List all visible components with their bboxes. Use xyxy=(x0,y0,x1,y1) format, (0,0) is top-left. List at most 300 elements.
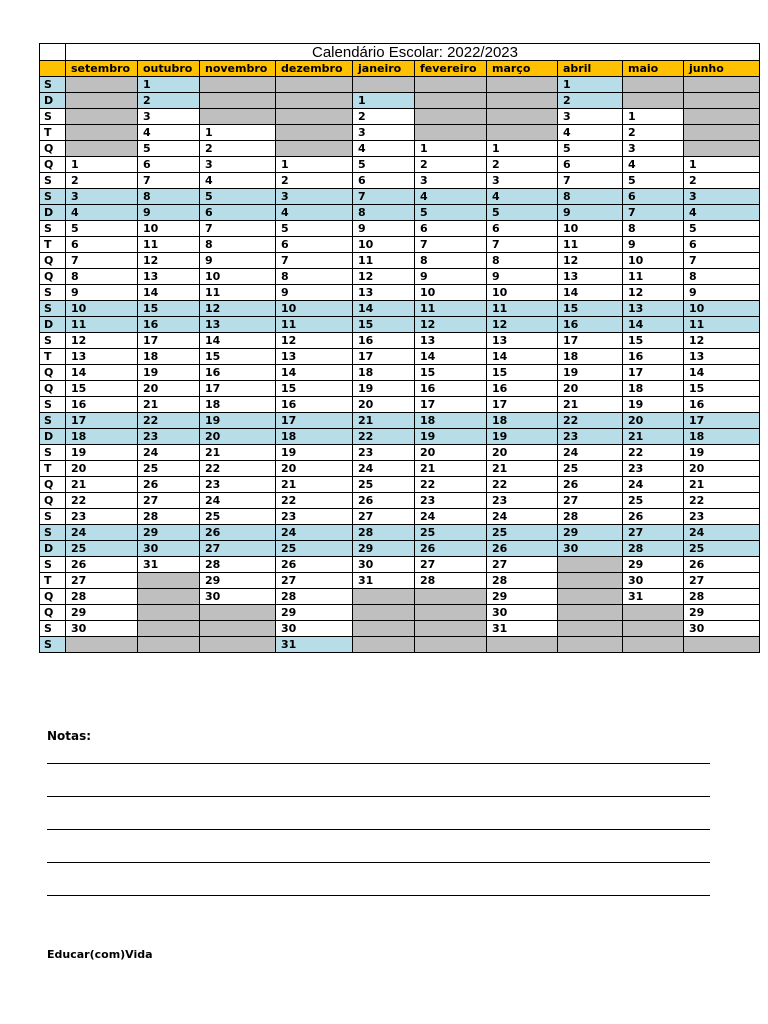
date-cell: 31 xyxy=(487,621,558,637)
date-cell: 4 xyxy=(353,141,415,157)
date-cell xyxy=(558,573,623,589)
date-cell: 26 xyxy=(487,541,558,557)
date-cell: 19 xyxy=(66,445,138,461)
date-cell xyxy=(415,125,487,141)
date-cell: 8 xyxy=(415,253,487,269)
calendar-row xyxy=(40,413,760,429)
date-cell: 16 xyxy=(684,397,760,413)
weekday-letter: D xyxy=(40,205,66,221)
date-cell xyxy=(415,77,487,93)
date-cell: 28 xyxy=(415,573,487,589)
date-cell: 9 xyxy=(623,237,684,253)
date-cell: 16 xyxy=(487,381,558,397)
date-cell: 3 xyxy=(138,109,200,125)
calendar-row xyxy=(40,381,760,397)
date-cell xyxy=(66,141,138,157)
date-cell: 24 xyxy=(66,525,138,541)
footer-credit: Educar(com)Vida xyxy=(47,948,153,961)
date-cell: 5 xyxy=(276,221,353,237)
date-cell: 7 xyxy=(558,173,623,189)
date-cell: 12 xyxy=(66,333,138,349)
weekday-letter: S xyxy=(40,77,66,93)
calendar-row xyxy=(40,173,760,189)
date-cell: 31 xyxy=(623,589,684,605)
month-header-janeiro: janeiro xyxy=(353,61,415,77)
date-cell: 18 xyxy=(623,381,684,397)
weekday-letter: Q xyxy=(40,365,66,381)
date-cell: 19 xyxy=(623,397,684,413)
date-cell: 10 xyxy=(684,301,760,317)
date-cell: 4 xyxy=(558,125,623,141)
date-cell: 18 xyxy=(415,413,487,429)
date-cell: 9 xyxy=(353,221,415,237)
calendar-row xyxy=(40,509,760,525)
date-cell xyxy=(415,637,487,653)
date-cell: 23 xyxy=(200,477,276,493)
weekday-letter: T xyxy=(40,461,66,477)
date-cell: 4 xyxy=(200,173,276,189)
date-cell: 9 xyxy=(138,205,200,221)
date-cell: 13 xyxy=(415,333,487,349)
date-cell: 23 xyxy=(487,493,558,509)
date-cell: 19 xyxy=(138,365,200,381)
note-line xyxy=(47,763,710,764)
date-cell: 23 xyxy=(623,461,684,477)
date-cell: 3 xyxy=(558,109,623,125)
date-cell: 8 xyxy=(276,269,353,285)
date-cell: 5 xyxy=(353,157,415,173)
weekday-letter: S xyxy=(40,221,66,237)
date-cell: 12 xyxy=(138,253,200,269)
date-cell: 13 xyxy=(353,285,415,301)
date-cell: 19 xyxy=(200,413,276,429)
date-cell xyxy=(623,93,684,109)
date-cell xyxy=(200,637,276,653)
date-cell: 13 xyxy=(684,349,760,365)
date-cell: 3 xyxy=(684,189,760,205)
calendar-row xyxy=(40,189,760,205)
date-cell: 22 xyxy=(138,413,200,429)
date-cell xyxy=(353,605,415,621)
date-cell: 17 xyxy=(415,397,487,413)
date-cell xyxy=(200,93,276,109)
date-cell xyxy=(353,621,415,637)
date-cell xyxy=(353,77,415,93)
date-cell: 30 xyxy=(276,621,353,637)
date-cell: 28 xyxy=(200,557,276,573)
date-cell xyxy=(353,637,415,653)
calendar-row xyxy=(40,285,760,301)
date-cell: 15 xyxy=(558,301,623,317)
date-cell: 22 xyxy=(558,413,623,429)
date-cell: 5 xyxy=(66,221,138,237)
date-cell: 20 xyxy=(415,445,487,461)
date-cell: 8 xyxy=(138,189,200,205)
date-cell xyxy=(276,77,353,93)
date-cell: 19 xyxy=(353,381,415,397)
date-cell: 16 xyxy=(623,349,684,365)
date-cell: 13 xyxy=(200,317,276,333)
date-cell: 31 xyxy=(138,557,200,573)
date-cell: 28 xyxy=(487,573,558,589)
calendar-row xyxy=(40,637,760,653)
calendar-row xyxy=(40,605,760,621)
date-cell: 3 xyxy=(66,189,138,205)
date-cell: 30 xyxy=(138,541,200,557)
weekday-letter: Q xyxy=(40,269,66,285)
date-cell: 11 xyxy=(487,301,558,317)
weekday-letter: D xyxy=(40,317,66,333)
date-cell: 26 xyxy=(276,557,353,573)
date-cell: 27 xyxy=(558,493,623,509)
date-cell xyxy=(684,77,760,93)
date-cell: 24 xyxy=(415,509,487,525)
school-calendar-table xyxy=(39,43,760,653)
date-cell xyxy=(487,125,558,141)
date-cell: 21 xyxy=(66,477,138,493)
date-cell: 23 xyxy=(138,429,200,445)
date-cell: 16 xyxy=(276,397,353,413)
calendar-row xyxy=(40,221,760,237)
date-cell: 9 xyxy=(684,285,760,301)
date-cell: 5 xyxy=(684,221,760,237)
date-cell xyxy=(487,77,558,93)
calendar-row xyxy=(40,317,760,333)
date-cell: 22 xyxy=(487,477,558,493)
date-cell xyxy=(487,93,558,109)
date-cell: 27 xyxy=(200,541,276,557)
date-cell: 14 xyxy=(66,365,138,381)
date-cell: 16 xyxy=(138,317,200,333)
date-cell xyxy=(623,621,684,637)
date-cell: 24 xyxy=(138,445,200,461)
date-cell: 20 xyxy=(200,429,276,445)
date-cell: 30 xyxy=(487,605,558,621)
date-cell xyxy=(558,621,623,637)
date-cell: 23 xyxy=(276,509,353,525)
date-cell: 14 xyxy=(684,365,760,381)
date-cell: 9 xyxy=(558,205,623,221)
date-cell: 8 xyxy=(684,269,760,285)
date-cell: 31 xyxy=(353,573,415,589)
weekday-letter: Q xyxy=(40,253,66,269)
date-cell: 25 xyxy=(558,461,623,477)
date-cell: 12 xyxy=(415,317,487,333)
date-cell: 17 xyxy=(558,333,623,349)
date-cell: 6 xyxy=(66,237,138,253)
date-cell: 19 xyxy=(487,429,558,445)
date-cell xyxy=(66,637,138,653)
date-cell: 30 xyxy=(200,589,276,605)
date-cell: 4 xyxy=(415,189,487,205)
date-cell: 21 xyxy=(276,477,353,493)
calendar-row xyxy=(40,525,760,541)
weekday-letter: Q xyxy=(40,157,66,173)
date-cell: 6 xyxy=(200,205,276,221)
date-cell: 14 xyxy=(623,317,684,333)
date-cell: 2 xyxy=(138,93,200,109)
date-cell: 25 xyxy=(415,525,487,541)
weekday-letter: S xyxy=(40,189,66,205)
weekday-letter: Q xyxy=(40,141,66,157)
date-cell: 8 xyxy=(487,253,558,269)
date-cell: 25 xyxy=(353,477,415,493)
date-cell: 22 xyxy=(66,493,138,509)
date-cell xyxy=(684,125,760,141)
month-header-dezembro: dezembro xyxy=(276,61,353,77)
weekday-letter: Q xyxy=(40,589,66,605)
date-cell: 15 xyxy=(200,349,276,365)
date-cell: 18 xyxy=(66,429,138,445)
date-cell: 28 xyxy=(353,525,415,541)
date-cell: 3 xyxy=(276,189,353,205)
date-cell: 17 xyxy=(138,333,200,349)
note-line xyxy=(47,895,710,896)
date-cell: 27 xyxy=(276,573,353,589)
date-cell: 6 xyxy=(684,237,760,253)
weekday-letter: S xyxy=(40,621,66,637)
month-header-fevereiro: fevereiro xyxy=(415,61,487,77)
date-cell xyxy=(353,589,415,605)
date-cell: 22 xyxy=(684,493,760,509)
date-cell: 1 xyxy=(558,77,623,93)
calendar-row xyxy=(40,365,760,381)
date-cell: 18 xyxy=(684,429,760,445)
date-cell: 9 xyxy=(415,269,487,285)
weekday-letter: S xyxy=(40,333,66,349)
weekday-letter: S xyxy=(40,173,66,189)
date-cell: 17 xyxy=(684,413,760,429)
date-cell: 8 xyxy=(353,205,415,221)
date-cell: 30 xyxy=(66,621,138,637)
date-cell: 25 xyxy=(623,493,684,509)
date-cell: 21 xyxy=(138,397,200,413)
date-cell: 8 xyxy=(558,189,623,205)
date-cell: 24 xyxy=(200,493,276,509)
date-cell: 29 xyxy=(276,605,353,621)
date-cell: 28 xyxy=(66,589,138,605)
weekday-letter: S xyxy=(40,413,66,429)
date-cell: 7 xyxy=(200,221,276,237)
calendar-row xyxy=(40,77,760,93)
date-cell: 6 xyxy=(353,173,415,189)
weekday-letter: T xyxy=(40,125,66,141)
date-cell: 21 xyxy=(558,397,623,413)
date-cell: 19 xyxy=(558,365,623,381)
date-cell: 22 xyxy=(353,429,415,445)
date-cell xyxy=(623,637,684,653)
date-cell: 26 xyxy=(684,557,760,573)
date-cell xyxy=(138,605,200,621)
date-cell: 29 xyxy=(138,525,200,541)
date-cell xyxy=(558,637,623,653)
calendar-title: Calendário Escolar: 2022/2023 xyxy=(66,44,760,61)
date-cell: 27 xyxy=(138,493,200,509)
day-letter-header xyxy=(40,61,66,77)
date-cell: 1 xyxy=(487,141,558,157)
weekday-letter: Q xyxy=(40,381,66,397)
calendar-row xyxy=(40,301,760,317)
date-cell: 29 xyxy=(558,525,623,541)
date-cell: 20 xyxy=(558,381,623,397)
date-cell: 26 xyxy=(415,541,487,557)
date-cell: 12 xyxy=(353,269,415,285)
date-cell: 20 xyxy=(623,413,684,429)
date-cell: 21 xyxy=(415,461,487,477)
date-cell xyxy=(138,589,200,605)
date-cell: 26 xyxy=(66,557,138,573)
date-cell: 10 xyxy=(66,301,138,317)
date-cell xyxy=(276,141,353,157)
date-cell: 6 xyxy=(138,157,200,173)
date-cell: 28 xyxy=(276,589,353,605)
date-cell: 7 xyxy=(353,189,415,205)
date-cell: 17 xyxy=(276,413,353,429)
date-cell: 15 xyxy=(66,381,138,397)
date-cell: 22 xyxy=(200,461,276,477)
date-cell: 1 xyxy=(353,93,415,109)
date-cell: 4 xyxy=(684,205,760,221)
date-cell: 15 xyxy=(138,301,200,317)
date-cell: 24 xyxy=(684,525,760,541)
date-cell: 20 xyxy=(684,461,760,477)
date-cell xyxy=(684,637,760,653)
date-cell: 18 xyxy=(276,429,353,445)
date-cell: 12 xyxy=(200,301,276,317)
date-cell: 27 xyxy=(623,525,684,541)
date-cell: 12 xyxy=(276,333,353,349)
date-cell: 14 xyxy=(415,349,487,365)
calendar-row xyxy=(40,109,760,125)
date-cell: 11 xyxy=(684,317,760,333)
date-cell: 27 xyxy=(353,509,415,525)
date-cell: 14 xyxy=(487,349,558,365)
date-cell: 28 xyxy=(558,509,623,525)
weekday-letter: S xyxy=(40,525,66,541)
date-cell xyxy=(276,93,353,109)
date-cell xyxy=(684,109,760,125)
date-cell: 14 xyxy=(200,333,276,349)
date-cell: 8 xyxy=(200,237,276,253)
date-cell xyxy=(200,621,276,637)
date-cell: 26 xyxy=(353,493,415,509)
date-cell: 3 xyxy=(487,173,558,189)
date-cell: 30 xyxy=(684,621,760,637)
date-cell xyxy=(623,77,684,93)
date-cell: 12 xyxy=(684,333,760,349)
date-cell xyxy=(138,621,200,637)
date-cell: 23 xyxy=(684,509,760,525)
date-cell: 10 xyxy=(415,285,487,301)
date-cell: 30 xyxy=(353,557,415,573)
date-cell: 29 xyxy=(353,541,415,557)
calendar-row xyxy=(40,589,760,605)
date-cell: 23 xyxy=(558,429,623,445)
date-cell: 6 xyxy=(276,237,353,253)
date-cell: 11 xyxy=(276,317,353,333)
date-cell: 10 xyxy=(623,253,684,269)
date-cell: 5 xyxy=(138,141,200,157)
date-cell: 9 xyxy=(487,269,558,285)
date-cell: 5 xyxy=(558,141,623,157)
date-cell xyxy=(487,637,558,653)
date-cell: 20 xyxy=(487,445,558,461)
date-cell: 14 xyxy=(558,285,623,301)
date-cell: 13 xyxy=(138,269,200,285)
date-cell: 24 xyxy=(623,477,684,493)
date-cell: 27 xyxy=(66,573,138,589)
date-cell xyxy=(200,77,276,93)
calendar-row xyxy=(40,461,760,477)
date-cell: 7 xyxy=(623,205,684,221)
date-cell xyxy=(66,125,138,141)
date-cell: 2 xyxy=(66,173,138,189)
date-cell: 10 xyxy=(276,301,353,317)
month-header-outubro: outubro xyxy=(138,61,200,77)
date-cell: 17 xyxy=(487,397,558,413)
date-cell: 4 xyxy=(138,125,200,141)
date-cell: 7 xyxy=(276,253,353,269)
date-cell: 23 xyxy=(353,445,415,461)
weekday-letter: S xyxy=(40,397,66,413)
calendar-row xyxy=(40,493,760,509)
date-cell: 18 xyxy=(558,349,623,365)
date-cell: 13 xyxy=(487,333,558,349)
date-cell: 20 xyxy=(353,397,415,413)
weekday-letter: S xyxy=(40,557,66,573)
calendar-row xyxy=(40,573,760,589)
date-cell: 10 xyxy=(487,285,558,301)
date-cell: 1 xyxy=(415,141,487,157)
date-cell: 20 xyxy=(66,461,138,477)
date-cell: 22 xyxy=(415,477,487,493)
date-cell: 19 xyxy=(684,445,760,461)
calendar-row xyxy=(40,541,760,557)
date-cell xyxy=(415,93,487,109)
date-cell: 13 xyxy=(66,349,138,365)
notes-label: Notas: xyxy=(47,729,92,743)
date-cell: 18 xyxy=(353,365,415,381)
date-cell: 24 xyxy=(558,445,623,461)
date-cell: 31 xyxy=(276,637,353,653)
calendar-row xyxy=(40,237,760,253)
date-cell xyxy=(66,77,138,93)
date-cell xyxy=(66,109,138,125)
weekday-letter: D xyxy=(40,93,66,109)
date-cell: 26 xyxy=(623,509,684,525)
date-cell xyxy=(487,109,558,125)
date-cell: 1 xyxy=(138,77,200,93)
date-cell: 17 xyxy=(353,349,415,365)
date-cell: 21 xyxy=(353,413,415,429)
date-cell: 11 xyxy=(138,237,200,253)
note-line xyxy=(47,796,710,797)
weekday-letter: Q xyxy=(40,477,66,493)
calendar-row xyxy=(40,349,760,365)
date-cell: 15 xyxy=(684,381,760,397)
date-cell: 10 xyxy=(353,237,415,253)
date-cell: 6 xyxy=(487,221,558,237)
date-cell: 14 xyxy=(276,365,353,381)
date-cell: 24 xyxy=(487,509,558,525)
date-cell: 6 xyxy=(558,157,623,173)
date-cell: 21 xyxy=(623,429,684,445)
date-cell: 22 xyxy=(276,493,353,509)
note-line xyxy=(47,862,710,863)
date-cell xyxy=(138,573,200,589)
calendar-row xyxy=(40,253,760,269)
date-cell xyxy=(276,125,353,141)
